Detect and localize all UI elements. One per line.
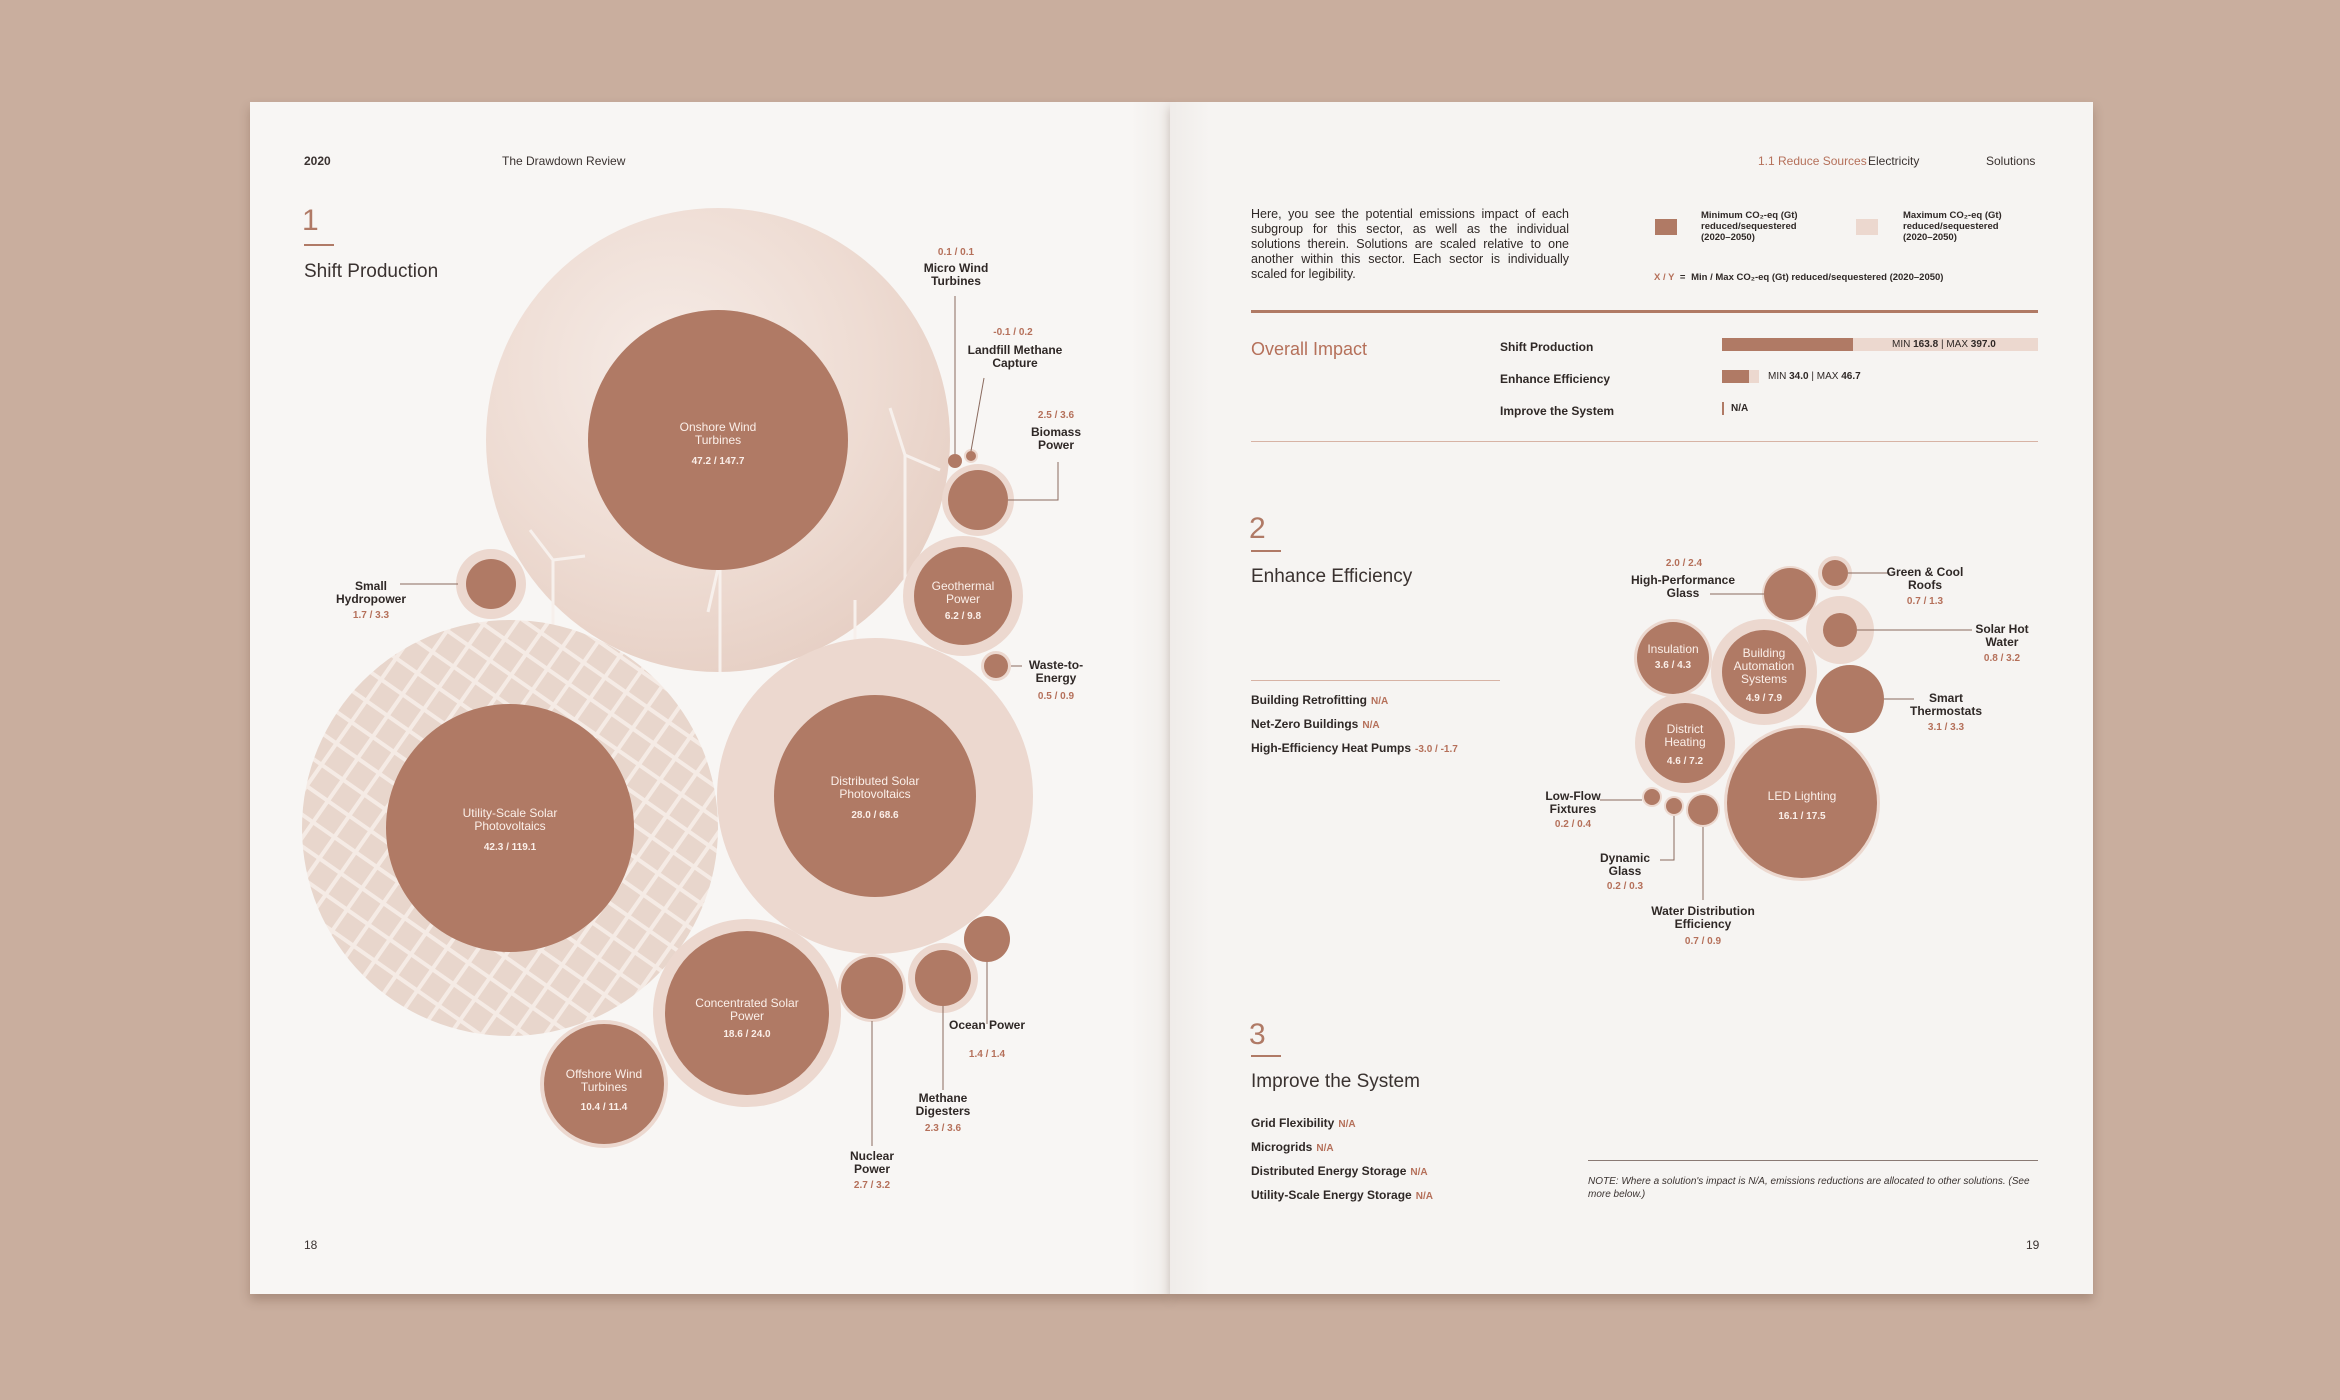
ocean-power-value: 1.4 / 1.4	[968, 1049, 1006, 1060]
micro-wind-value: 0.1 / 0.1	[937, 247, 975, 258]
enhance-max-label: MAX	[1816, 371, 1839, 382]
list-item-name: Net-Zero Buildings	[1251, 717, 1359, 731]
small-hydro-label: Small Hydropower	[335, 579, 406, 606]
insulation-label: Insulation	[1647, 642, 1699, 656]
legend-max-label: Maximum CO₂-eq (Gt) reduced/sequestered (2020–2050)	[1903, 210, 2002, 243]
led-min-circle	[1727, 728, 1877, 878]
list-item-name: Distributed Energy Storage	[1251, 1164, 1407, 1178]
distributed-solar-label: Distributed Solar Photovoltaics	[830, 774, 920, 801]
overall-row-improve-system: Improve the System	[1500, 404, 1615, 418]
section-rule-3	[1251, 1055, 1281, 1057]
improve-system-na: N/A	[1731, 403, 1749, 414]
enhance-max-value: 46.7	[1841, 371, 1861, 382]
low-flow-label: Low-Flow Fixtures	[1545, 789, 1601, 816]
offshore-wind-value: 10.4 / 11.4	[580, 1102, 628, 1113]
bas-label: Building Automation Systems	[1733, 646, 1795, 686]
legend-key-xy: X / Y	[1654, 272, 1675, 283]
legend-min-label: Minimum CO₂-eq (Gt) reduced/sequestered (2020–2050)	[1701, 210, 1798, 243]
onshore-wind-value: 47.2 / 147.7	[691, 456, 745, 467]
utility-solar-value: 42.3 / 119.1	[483, 842, 537, 853]
biomass-label: Biomass Power	[1030, 425, 1082, 452]
offshore-wind-label: Offshore Wind Turbines	[565, 1067, 643, 1094]
bas-value: 4.9 / 7.9	[1745, 693, 1783, 704]
green-roofs-label: Green & Cool Roofs	[1886, 565, 1964, 592]
onshore-wind-label: Onshore Wind Turbines	[679, 420, 757, 447]
list-item-name: Building Retrofitting	[1251, 693, 1367, 707]
shift-min-label: MIN	[1892, 339, 1911, 350]
document-title: The Drawdown Review	[502, 154, 626, 168]
hp-glass-label: High-Performance Glass	[1630, 573, 1736, 600]
utility-solar-label: Utility-Scale Solar Photovoltaics	[462, 806, 558, 833]
overall-impact-title: Overall Impact	[1251, 339, 1368, 359]
concentrated-solar-value: 18.6 / 24.0	[723, 1029, 771, 1040]
section-title-3: Improve the System	[1251, 1071, 1420, 1092]
geothermal-label: Geothermal Power	[931, 579, 995, 606]
insulation-min-circle	[1637, 622, 1709, 694]
list-item-name: Grid Flexibility	[1251, 1116, 1335, 1130]
list-item-microgrids	[1251, 1140, 1334, 1154]
water-dist-min-circle	[1688, 795, 1718, 825]
list-item-distributed-storage	[1251, 1164, 1428, 1178]
list-item-value: N/A	[1415, 1191, 1433, 1202]
list-item-value: N/A	[1316, 1143, 1334, 1154]
geothermal-value: 6.2 / 9.8	[944, 611, 982, 622]
overall-row-shift-production: Shift Production	[1500, 340, 1594, 354]
smart-thermostats-label: Smart Thermostats	[1909, 691, 1983, 718]
water-dist-label: Water Distribution Efficiency	[1651, 904, 1755, 931]
low-flow-min-circle	[1644, 789, 1660, 805]
enhance-min-label: MIN	[1768, 371, 1787, 382]
dynamic-glass-value: 0.2 / 0.3	[1606, 881, 1644, 892]
nuclear-power-label: Nuclear Power	[849, 1149, 895, 1176]
list-item-name: High-Efficiency Heat Pumps	[1251, 741, 1412, 755]
green-roofs-min-circle	[1822, 560, 1848, 586]
hp-glass-min-circle	[1764, 568, 1816, 620]
solar-hot-water-value: 0.8 / 3.2	[1983, 653, 2021, 664]
shift-max-label: MAX	[1946, 339, 1968, 350]
shift-production-bar-label: MIN 163.8 | MAX 397.0	[1892, 339, 1996, 350]
green-roofs-value: 0.7 / 1.3	[1906, 596, 1944, 607]
list-item-value: -3.0 / -1.7	[1415, 744, 1458, 755]
footnote: NOTE: Where a solution's impact is N/A, emissions reductions are allocated to other solutions. (See more below.)	[1588, 1176, 2030, 1200]
list-item-grid-flexibility	[1251, 1116, 1356, 1130]
enhance-min-value: 34.0	[1789, 371, 1809, 382]
breadcrumb-subsector: 1.1 Reduce Sources	[1758, 154, 1867, 168]
smart-thermostats-value: 3.1 / 3.3	[1927, 722, 1965, 733]
waste-energy-value: 0.5 / 0.9	[1037, 691, 1075, 702]
waste-energy-label: Waste-to-Energy	[1028, 658, 1084, 685]
solar-hot-water-min-circle	[1823, 613, 1857, 647]
intro-paragraph: Here, you see the potential emissions impact of each subgroup for this sector, as well as the individual solutions therein. Solutions are scaled relative to one another within this sector. Each sector is individually scaled for legibility.	[1251, 207, 1569, 281]
year-label: 2020	[304, 154, 331, 168]
section-title-2: Enhance Efficiency	[1251, 566, 1413, 587]
district-heating-value: 4.6 / 7.2	[1666, 756, 1704, 767]
right-page-number: 19	[2026, 1238, 2040, 1252]
concentrated-solar-label: Concentrated Solar Power	[695, 996, 799, 1023]
dynamic-glass-min-circle	[1666, 798, 1682, 814]
legend-key-text: Min / Max CO₂-eq (Gt) reduced/sequestered (2020–2050)	[1691, 272, 1944, 283]
note-rule	[1588, 1160, 2038, 1161]
list-item-value: N/A	[1370, 696, 1389, 707]
left-page-number: 18	[304, 1238, 318, 1252]
biomass-value: 2.5 / 3.6	[1037, 410, 1075, 421]
list-item-value: N/A	[1362, 720, 1380, 731]
solar-hot-water-label: Solar Hot Water	[1975, 622, 2029, 649]
distributed-solar-value: 28.0 / 68.6	[851, 810, 899, 821]
breadcrumb-sector: Electricity	[1868, 154, 1920, 168]
hp-glass-value: 2.0 / 2.4	[1665, 558, 1703, 569]
landfill-value: -0.1 / 0.2	[993, 327, 1033, 338]
methane-digesters-label: Methane Digesters	[915, 1091, 971, 1118]
list-item-name: Microgrids	[1251, 1140, 1313, 1154]
low-flow-value: 0.2 / 0.4	[1554, 819, 1592, 830]
section-number-2: 2	[1249, 512, 1266, 545]
list-item-name: Utility-Scale Energy Storage	[1251, 1188, 1412, 1202]
list-item-value: N/A	[1410, 1167, 1428, 1178]
smart-thermostats-circle	[1816, 665, 1884, 733]
landfill-label: Landfill Methane Capture	[967, 343, 1063, 370]
list-item-utility-storage	[1251, 1188, 1433, 1202]
insulation-value: 3.6 / 4.3	[1654, 660, 1692, 671]
micro-wind-label: Micro Wind Turbines	[923, 261, 989, 288]
ocean-power-label: Ocean Power	[948, 1018, 1026, 1032]
small-hydro-value: 1.7 / 3.3	[352, 610, 390, 621]
legend-key-equals: =	[1679, 272, 1686, 283]
methane-digesters-value: 2.3 / 3.6	[924, 1123, 962, 1134]
list-item-value: N/A	[1338, 1119, 1356, 1130]
section-number-3: 3	[1249, 1018, 1266, 1051]
enhance-efficiency-bar-label: MIN 34.0 | MAX 46.7	[1768, 371, 1861, 382]
section-number-1: 1	[302, 204, 319, 237]
overall-row-enhance-efficiency: Enhance Efficiency	[1500, 372, 1611, 386]
water-dist-value: 0.7 / 0.9	[1684, 936, 1722, 947]
shift-min-value: 163.8	[1913, 339, 1939, 350]
breadcrumb-solutions: Solutions	[1986, 154, 2036, 168]
led-value: 16.1 / 17.5	[1778, 811, 1826, 822]
led-label: LED Lighting	[1767, 789, 1837, 803]
section-title-1: Shift Production	[304, 261, 439, 282]
nuclear-power-value: 2.7 / 3.2	[853, 1180, 891, 1191]
shift-max-value: 397.0	[1970, 339, 1996, 350]
dynamic-glass-label: Dynamic Glass	[1599, 851, 1651, 878]
district-heating-label: District Heating	[1664, 722, 1706, 749]
